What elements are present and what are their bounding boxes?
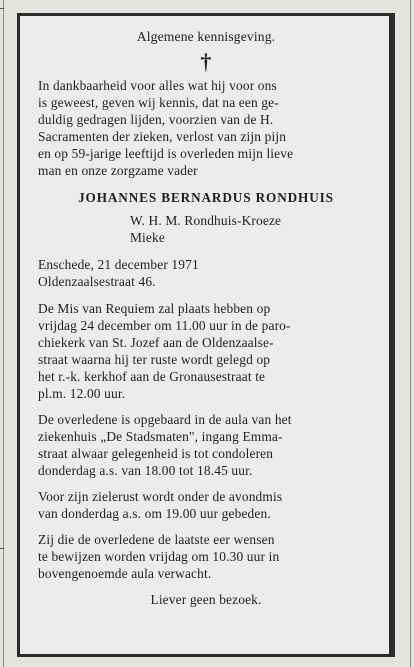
intro-line: Sacramenten der zieken, verlost van zijn pijn: [38, 129, 287, 144]
mass-line: het r.-k. kerkhof aan de Gronausestraat te: [38, 369, 266, 384]
signers: [130, 212, 374, 246]
mass-paragraph: [38, 300, 374, 402]
intro-paragraph: [38, 77, 374, 179]
honor-line: Zij die de overledene de laatste eer wensen: [38, 532, 275, 547]
intro-line: In dankbaarheid voor alles wat hij voor ons: [38, 78, 277, 93]
prayer-line: van donderdag a.s. om 19.00 uur gebeden.: [38, 506, 271, 521]
closing-note: Liever geen bezoek.: [150, 592, 262, 607]
honor-line: te bewijzen worden vrijdag om 10.30 uur in: [38, 549, 280, 564]
viewing-line: donderdag a.s. van 18.00 tot 18.45 uur.: [38, 463, 253, 478]
honor-paragraph: [38, 531, 374, 582]
mass-line: straat waarna hij ter ruste wordt gelegd op: [38, 352, 271, 367]
signer-name: W. H. M. Rondhuis-Kroeze: [130, 213, 282, 228]
intro-line: is geweest, geven wij kennis, dat na een ge-: [38, 95, 279, 110]
deceased-name: JOHANNES BERNARDUS RONDHUIS: [78, 190, 334, 205]
intro-line: man en onze zorgzame vader: [38, 163, 198, 178]
left-column-rule: [3, 0, 4, 667]
notice-heading: Algemene kennisgeving.: [136, 29, 276, 44]
honor-line: bovengenoemde aula verwacht.: [38, 566, 212, 581]
signer-name: Mieke: [130, 230, 165, 245]
mass-line: De Mis van Requiem zal plaats hebben op: [38, 301, 271, 316]
prayer-paragraph: [38, 488, 374, 522]
obituary-notice-content: [38, 28, 374, 608]
mass-line: vrijdag 24 december om 11.00 uur in de paro-: [38, 318, 291, 333]
intro-line: duldig gedragen lijden, voorzien van de H.: [38, 112, 274, 127]
left-column-mark: [0, 8, 4, 9]
address: Oldenzaalsestraat 46.: [38, 274, 156, 289]
mass-line: chiekerk van St. Jozef aan de Oldenzaalse-: [38, 335, 274, 350]
intro-line: en op 59-jarige leeftijd is overleden mijn lieve: [38, 146, 294, 161]
prayer-line: Voor zijn zielerust wordt onder de avondmis: [38, 489, 283, 504]
left-column-mark: [0, 548, 4, 549]
obituary-notice-frame: [17, 13, 395, 657]
viewing-line: straat alwaar gelegenheid is tot condoleren: [38, 446, 274, 461]
place-date: Enschede, 21 december 1971: [38, 257, 199, 272]
cross-icon: †: [200, 49, 212, 74]
viewing-line: De overledene is opgebaard in de aula van het: [38, 412, 292, 427]
mass-line: pl.m. 12.00 uur.: [38, 386, 126, 401]
right-column-rule: [410, 0, 411, 667]
viewing-line: ziekenhuis „De Stadsmaten", ingang Emma-: [38, 429, 283, 444]
place-and-address: [38, 256, 374, 290]
viewing-paragraph: [38, 411, 374, 479]
